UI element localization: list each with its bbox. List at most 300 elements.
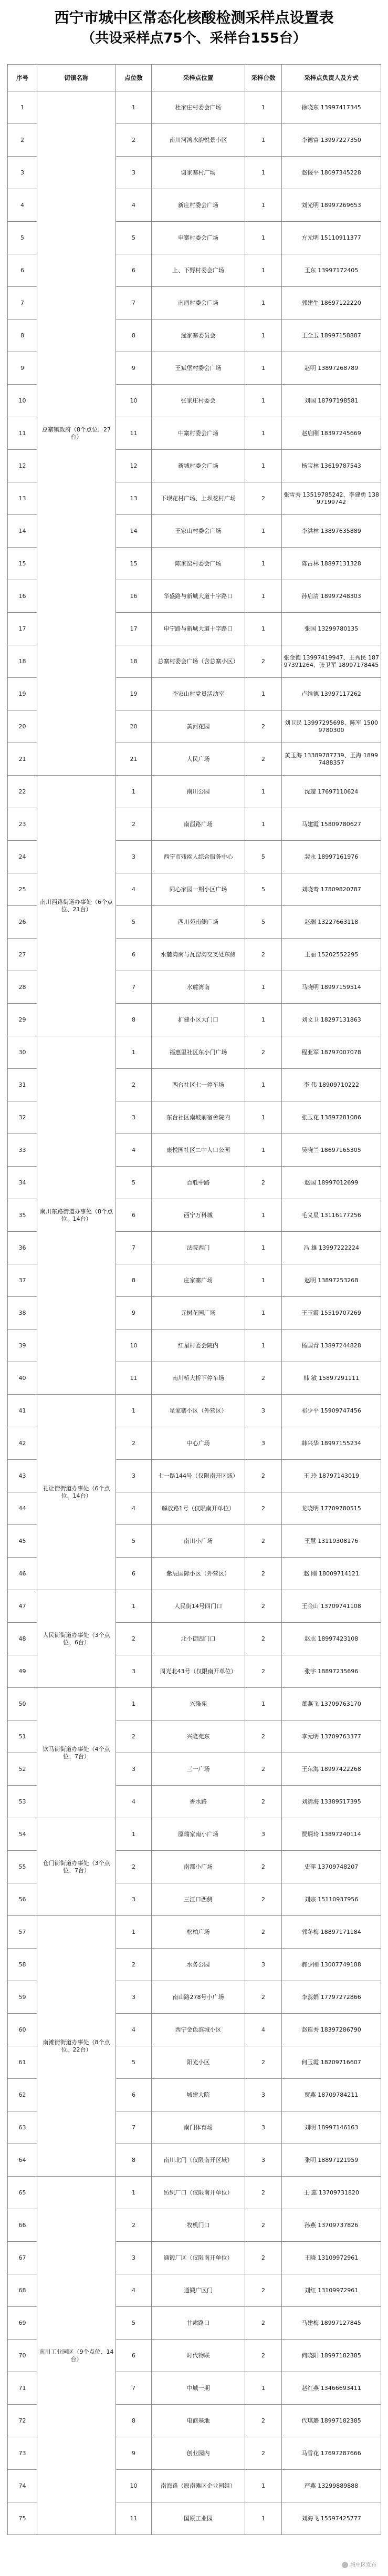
cell-contact: 王 蕊 13709731820 [282, 2177, 381, 2209]
cell-index: 1 [8, 91, 37, 124]
cell-area: 南滩街街道办事处（8个点位、22台） [37, 1916, 116, 2177]
cell-count: 16 [116, 580, 152, 613]
table-row [8, 2177, 381, 2209]
cell-count: 1 [116, 91, 152, 124]
cell-place: 创业园内 [152, 2437, 245, 2470]
cell-tables: 2 [245, 1036, 282, 1069]
cell-area: 南川东路街道办事处（8个点位、14台） [37, 1036, 116, 1395]
cell-tables: 2 [245, 743, 282, 776]
cell-count: 1 [116, 1590, 152, 1623]
cell-count: 21 [116, 743, 152, 776]
cell-count: 8 [116, 320, 152, 352]
cell-index: 7 [8, 287, 37, 320]
cell-tables: 1 [245, 1264, 282, 1297]
cell-place: 人民广场 [152, 743, 245, 776]
cell-place: 纺织厂口（仅限南开单位） [152, 2177, 245, 2209]
cell-count: 11 [116, 2502, 152, 2535]
cell-count: 3 [116, 1981, 152, 2014]
cell-tables: 2 [245, 1753, 282, 1786]
cell-index: 59 [8, 1981, 37, 2014]
cell-tables: 1 [245, 157, 282, 189]
table-row [8, 1916, 381, 1949]
cell-index: 19 [8, 678, 37, 710]
cell-place: 水麓湾南 [152, 971, 245, 1004]
cell-contact: 刘晓鸾 17809820787 [282, 873, 381, 906]
cell-contact: 刘文卫 18297131863 [282, 1004, 381, 1036]
cell-index: 22 [8, 776, 37, 808]
cell-tables: 3 [245, 2079, 282, 2111]
cell-contact: 杨宝林 13619787543 [282, 450, 381, 482]
cell-index: 68 [8, 2274, 37, 2307]
cell-contact: 何晓阳 18997182385 [282, 2340, 381, 2372]
cell-place: 西宁万科城 [152, 1199, 245, 1232]
cell-tables: 2 [245, 1883, 282, 1916]
cell-place: 南川小广场 [152, 1525, 245, 1558]
cell-count: 1 [116, 2177, 152, 2209]
cell-index: 2 [8, 124, 37, 157]
cell-count: 5 [116, 906, 152, 939]
cell-contact: 张雪秀 13519785242、李建勇 13897199742 [282, 482, 381, 515]
cell-index: 30 [8, 1036, 37, 1069]
cell-index: 50 [8, 1688, 37, 1720]
cell-count: 1 [116, 776, 152, 808]
cell-contact: 李元明 13709763377 [282, 1720, 381, 1753]
title-block [0, 0, 388, 63]
cell-contact: 沈璇 17697110624 [282, 776, 381, 808]
cell-tables: 3 [245, 1427, 282, 1460]
cell-contact: 韩兴华 18997155234 [282, 1427, 381, 1460]
cell-place: 张家庄村委会 [152, 385, 245, 417]
cell-count: 3 [116, 841, 152, 873]
cell-place: 中寨村委会广场 [152, 417, 245, 450]
cell-contact: 李 伟 18909710222 [282, 1069, 381, 1101]
cell-count: 6 [116, 939, 152, 971]
cell-tables: 2 [245, 482, 282, 515]
cell-contact: 陈占林 18897131328 [282, 548, 381, 580]
cell-tables: 1 [245, 1069, 282, 1101]
cell-area: 仓门街街道办事处（3个点位、7台） [37, 1818, 116, 1916]
header-count: 点位数 [116, 65, 152, 91]
cell-count: 6 [116, 2079, 152, 2111]
cell-index: 42 [8, 1427, 37, 1460]
cell-tables: 3 [245, 2144, 282, 2177]
cell-tables: 1 [245, 124, 282, 157]
header-area: 街镇名称 [37, 65, 116, 91]
cell-index: 12 [8, 450, 37, 482]
cell-count: 9 [116, 1297, 152, 1330]
cell-place: 中城一期 [152, 2372, 245, 2405]
cell-index: 66 [8, 2209, 37, 2242]
cell-tables: 2 [245, 939, 282, 971]
table-row [8, 776, 381, 808]
cell-contact: 张国 13299780135 [282, 613, 381, 645]
cell-index: 65 [8, 2177, 37, 2209]
cell-count: 8 [116, 1004, 152, 1036]
cell-tables: 1 [245, 678, 282, 710]
cell-count: 4 [116, 2014, 152, 2046]
cell-contact: 赵连秀 18397286790 [282, 2014, 381, 2046]
cell-contact: 马晓明 18997159514 [282, 971, 381, 1004]
cell-tables: 1 [245, 254, 282, 287]
cell-tables: 2 [245, 1916, 282, 1949]
cell-count: 15 [116, 548, 152, 580]
cell-index: 8 [8, 320, 37, 352]
cell-place: 谢家寨村广场 [152, 157, 245, 189]
cell-count: 2 [116, 808, 152, 841]
cell-area: 南川西路街道办事处（6个点位、21台） [37, 776, 116, 1036]
cell-tables: 1 [245, 515, 282, 548]
cell-tables: 2 [245, 1460, 282, 1492]
cell-contact: 王丽 15202552295 [282, 939, 381, 971]
cell-tables: 2 [245, 710, 282, 743]
cell-tables: 1 [245, 1134, 282, 1167]
cell-contact: 赵国 18997012699 [282, 1167, 381, 1199]
cell-area: 礼让街街道办事处（6个点位、14台） [37, 1395, 116, 1590]
header-place: 采样点位置 [152, 65, 245, 91]
header-contact: 采样点负责人及方式 [282, 65, 381, 91]
cell-place: 庄家寨广场 [152, 1264, 245, 1297]
cell-place: 黄河花园 [152, 710, 245, 743]
cell-index: 46 [8, 1558, 37, 1590]
cell-index: 37 [8, 1264, 37, 1297]
cell-index: 49 [8, 1655, 37, 1688]
cell-contact: 张明 18897121959 [282, 2144, 381, 2177]
cell-index: 67 [8, 2242, 37, 2274]
cell-tables: 3 [245, 2111, 282, 2144]
cell-contact: 黄玉海 13389787739、王海 18997488357 [282, 743, 381, 776]
table-row [8, 91, 381, 124]
cell-place: 西宁金色滨城小区 [152, 2014, 245, 2046]
cell-place: 西台社区七一停车场 [152, 1069, 245, 1101]
cell-count: 2 [116, 1851, 152, 1883]
cell-tables: 1 [245, 580, 282, 613]
cell-place: 南都小广场 [152, 1851, 245, 1883]
cell-index: 72 [8, 2405, 37, 2437]
cell-place: 逯家寨委员会 [152, 320, 245, 352]
cell-place: 水务公园 [152, 1949, 245, 1981]
cell-index: 11 [8, 417, 37, 450]
cell-place: 国原工业园 [152, 2502, 245, 2535]
cell-place: 电商基地 [152, 2405, 245, 2437]
cell-contact: 赵明 13897253268 [282, 1264, 381, 1297]
cell-contact: 郭建生 18697122220 [282, 287, 381, 320]
cell-index: 6 [8, 254, 37, 287]
cell-contact: 赵志 18997423108 [282, 1623, 381, 1655]
cell-tables: 1 [245, 1297, 282, 1330]
cell-place: 申宁路与新城大道十字路口 [152, 613, 245, 645]
cell-contact: 徐晓东 13997417345 [282, 91, 381, 124]
cell-count: 5 [116, 2307, 152, 2340]
cell-count: 7 [116, 2111, 152, 2144]
cell-count: 2 [116, 1623, 152, 1655]
header-tables: 采样台数 [245, 65, 282, 91]
cell-tables: 1 [245, 1101, 282, 1134]
cell-contact: 孙燕 13709737826 [282, 2209, 381, 2242]
cell-count: 10 [116, 2470, 152, 2502]
cell-place: 南川公园 [152, 776, 245, 808]
cell-tables: 2 [245, 2209, 282, 2242]
cell-place: 七一路144号（仅限南开区域） [152, 1460, 245, 1492]
cell-contact: 赵启刚 18397245669 [282, 417, 381, 450]
cell-index: 13 [8, 482, 37, 515]
cell-count: 2 [116, 124, 152, 157]
cell-contact: 刘宗 15110937956 [282, 1883, 381, 1916]
cell-index: 55 [8, 1851, 37, 1883]
cell-contact: 马建梅 18997127845 [282, 2307, 381, 2340]
cell-index: 56 [8, 1883, 37, 1916]
cell-tables: 2 [245, 1362, 282, 1395]
cell-contact: 王 玲 18797143019 [282, 1460, 381, 1492]
cell-tables: 2 [245, 1492, 282, 1525]
cell-tables: 2 [245, 2437, 282, 2470]
cell-count: 3 [116, 157, 152, 189]
cell-tables: 1 [245, 2470, 282, 2502]
cell-index: 38 [8, 1297, 37, 1330]
cell-contact: 王东海 18997422268 [282, 1753, 381, 1786]
cell-tables: 2 [245, 1786, 282, 1818]
cell-tables: 5 [245, 873, 282, 906]
cell-tables: 5 [245, 906, 282, 939]
cell-contact: 李德富 13997227350 [282, 124, 381, 157]
cell-count: 2 [116, 1720, 152, 1753]
cell-index: 36 [8, 1232, 37, 1264]
cell-place: 新城村委会广场 [152, 450, 245, 482]
cell-contact: 董燕飞 13709763170 [282, 1688, 381, 1720]
cell-count: 19 [116, 678, 152, 710]
cell-place: 西川苑南侧广场 [152, 906, 245, 939]
cell-tables: 3 [245, 1818, 282, 1851]
cell-tables: 1 [245, 450, 282, 482]
cell-count: 8 [116, 2405, 152, 2437]
cell-count: 2 [116, 1949, 152, 1981]
cell-index: 5 [8, 222, 37, 254]
cell-contact: 龙晓明 17709780515 [282, 1492, 381, 1525]
cell-contact: 李蕊娟 17797272866 [282, 1981, 381, 2014]
cell-contact: 代琪璐 18997182385 [282, 2405, 381, 2437]
cell-tables: 2 [245, 1167, 282, 1199]
cell-index: 25 [8, 873, 37, 906]
cell-tables: 5 [245, 841, 282, 873]
cell-tables: 1 [245, 91, 282, 124]
cell-place: 新庄村委会广场 [152, 189, 245, 222]
cell-contact: 史萍 13709748207 [282, 1851, 381, 1883]
cell-count: 2 [116, 1427, 152, 1460]
footer-text: 城中区发布 [350, 2562, 376, 2568]
table-row [8, 1818, 381, 1851]
cell-contact: 赵俊平 18097345228 [282, 157, 381, 189]
cell-count: 3 [116, 1655, 152, 1688]
cell-index: 61 [8, 2046, 37, 2079]
cell-place: 申寨村委会广场 [152, 222, 245, 254]
cell-place: 南山路278号小广场 [152, 1981, 245, 2014]
cell-tables: 1 [245, 1199, 282, 1232]
cell-count: 11 [116, 1362, 152, 1395]
cell-place: 三江口西侧 [152, 1883, 245, 1916]
cell-count: 3 [116, 1460, 152, 1492]
cell-tables: 2 [245, 1981, 282, 2014]
cell-place: 甘肃路口 [152, 2307, 245, 2340]
cell-contact: 刘海飞 15597425777 [282, 2502, 381, 2535]
cell-place: 南门体育场 [152, 2111, 245, 2144]
cell-index: 14 [8, 515, 37, 548]
sampling-sites-table [7, 64, 381, 2535]
cell-place: 三一广场 [152, 1753, 245, 1786]
cell-index: 10 [8, 385, 37, 417]
cell-tables: 2 [245, 1590, 282, 1623]
table-row [8, 1590, 381, 1623]
cell-index: 27 [8, 939, 37, 971]
cell-count: 9 [116, 2437, 152, 2470]
cell-tables: 2 [245, 1655, 282, 1688]
cell-index: 44 [8, 1492, 37, 1525]
cell-index: 58 [8, 1949, 37, 1981]
cell-count: 4 [116, 1492, 152, 1525]
cell-contact: 王金山 13709741108 [282, 1590, 381, 1623]
cell-place: 原瑞家南小广场 [152, 1818, 245, 1851]
cell-tables: 2 [245, 1558, 282, 1590]
cell-index: 64 [8, 2144, 37, 2177]
cell-contact: 郭冬梅 18897171184 [282, 1916, 381, 1949]
cell-contact: 刘红 13109972961 [282, 2274, 381, 2307]
cell-count: 5 [116, 1525, 152, 1558]
cell-index: 57 [8, 1916, 37, 1949]
cell-index: 73 [8, 2437, 37, 2470]
cell-place: 百胜中路 [152, 1167, 245, 1199]
cell-place: 解放路1号（仅限南开单位） [152, 1492, 245, 1525]
cell-tables: 1 [245, 548, 282, 580]
cell-place: 兴隆苑东 [152, 1720, 245, 1753]
cell-tables: 1 [245, 613, 282, 645]
cell-index: 33 [8, 1134, 37, 1167]
cell-contact: 毛义星 13116177256 [282, 1199, 381, 1232]
cell-contact: 赵 刚 18009714121 [282, 1558, 381, 1590]
cell-count: 8 [116, 1264, 152, 1297]
cell-place: 红星村委会院内 [152, 1330, 245, 1362]
cell-area: 总寨镇政府（8个点位、27台） [37, 91, 116, 776]
cell-contact: 赵明 13897268789 [282, 352, 381, 385]
cell-index: 51 [8, 1720, 37, 1753]
cell-place: 李家山村党员活动室 [152, 678, 245, 710]
cell-contact: 杨国青 13897244828 [282, 1330, 381, 1362]
cell-tables: 3 [245, 1949, 282, 1981]
cell-place: 王斌堡村委会广场 [152, 352, 245, 385]
cell-tables: 1 [245, 1232, 282, 1264]
cell-tables: 2 [245, 2177, 282, 2209]
cell-count: 4 [116, 1786, 152, 1818]
cell-tables: 1 [245, 417, 282, 450]
cell-contact: 卢维德 13997117262 [282, 678, 381, 710]
cell-index: 16 [8, 580, 37, 613]
cell-count: 6 [116, 1558, 152, 1590]
cell-tables: 2 [245, 2405, 282, 2437]
cell-tables: 1 [245, 352, 282, 385]
cell-index: 71 [8, 2372, 37, 2405]
cell-place: 南川河湾水韵悦景小区 [152, 124, 245, 157]
cell-count: 2 [116, 2209, 152, 2242]
cell-tables: 2 [245, 2242, 282, 2274]
cell-index: 47 [8, 1590, 37, 1623]
cell-index: 26 [8, 906, 37, 939]
cell-index: 29 [8, 1004, 37, 1036]
cell-place: 北小街四门口 [152, 1623, 245, 1655]
cell-place: 福惠里社区东小门广场 [152, 1036, 245, 1069]
cell-count: 11 [116, 417, 152, 450]
cell-place: 康悦园社区二中人口公园 [152, 1134, 245, 1167]
cell-count: 7 [116, 2372, 152, 2405]
cell-count: 5 [116, 1167, 152, 1199]
cell-contact: 刘卫民 13997295698、陈军 15009780300 [282, 710, 381, 743]
cell-tables: 2 [245, 645, 282, 678]
cell-place: 南海路（原南滩区企业园组） [152, 2470, 245, 2502]
cell-index: 70 [8, 2340, 37, 2372]
cell-place: 元树花园广场 [152, 1297, 245, 1330]
cell-contact: 张宇 18897235696 [282, 1655, 381, 1688]
cell-index: 4 [8, 189, 37, 222]
cell-index: 39 [8, 1330, 37, 1362]
cell-count: 3 [116, 1753, 152, 1786]
cell-index: 20 [8, 710, 37, 743]
cell-tables: 1 [245, 971, 282, 1004]
cell-count: 14 [116, 515, 152, 548]
cell-contact: 祁少平 15909747456 [282, 1395, 381, 1427]
cell-contact: 冯 雄 13997222224 [282, 1232, 381, 1264]
cell-index: 41 [8, 1395, 37, 1427]
cell-index: 60 [8, 2014, 37, 2046]
cell-index: 53 [8, 1786, 37, 1818]
cell-tables: 1 [245, 222, 282, 254]
cell-tables: 1 [245, 1004, 282, 1036]
cell-count: 6 [116, 2340, 152, 2372]
cell-place: 紫辰国际小区（外营区） [152, 1558, 245, 1590]
cell-place: 南酉路广场 [152, 808, 245, 841]
cell-area: 人民街街道办事处（3个点位、6台） [37, 1590, 116, 1688]
cell-count: 3 [116, 1101, 152, 1134]
cell-count: 12 [116, 450, 152, 482]
cell-count: 1 [116, 1036, 152, 1069]
cell-place: 扩建小区大门口 [152, 1004, 245, 1036]
cell-tables: 1 [245, 808, 282, 841]
cell-place: 上、下野村委会广场 [152, 254, 245, 287]
cell-place: 法院西门 [152, 1232, 245, 1264]
cell-count: 18 [116, 645, 152, 678]
cell-place: 杜家庄村委会广场 [152, 91, 245, 124]
cell-contact: 王东 13997172405 [282, 254, 381, 287]
table-row [8, 1395, 381, 1427]
page-title: 西宁市城中区常态化核酸检测采样点设置表 [54, 9, 334, 26]
cell-count: 10 [116, 385, 152, 417]
cell-count: 4 [116, 873, 152, 906]
cell-index: 3 [8, 157, 37, 189]
cell-contact: 李洪林 13897635889 [282, 515, 381, 548]
cell-contact: 裴永 18997161976 [282, 841, 381, 873]
cell-tables: 1 [245, 189, 282, 222]
cell-area: 饮马街街道办事处（4个点位、7台） [37, 1688, 116, 1818]
cell-contact: 马雪花 17697287666 [282, 2437, 381, 2470]
cell-contact: 韩 敏 15897291111 [282, 1362, 381, 1395]
cell-index: 34 [8, 1167, 37, 1199]
cell-count: 1 [116, 1395, 152, 1427]
cell-place: 星家寨小区（外营区） [152, 1395, 245, 1427]
cell-index: 54 [8, 1818, 37, 1851]
cell-contact: 张玉花 13897281086 [282, 1101, 381, 1134]
cell-index: 32 [8, 1101, 37, 1134]
cell-count: 2 [116, 1069, 152, 1101]
cell-place: 阳光小区 [152, 2046, 245, 2079]
table-row [8, 1688, 381, 1720]
cell-contact: 郝少刚 13007749188 [282, 1949, 381, 1981]
cell-tables: 2 [245, 2307, 282, 2340]
cell-count: 20 [116, 710, 152, 743]
